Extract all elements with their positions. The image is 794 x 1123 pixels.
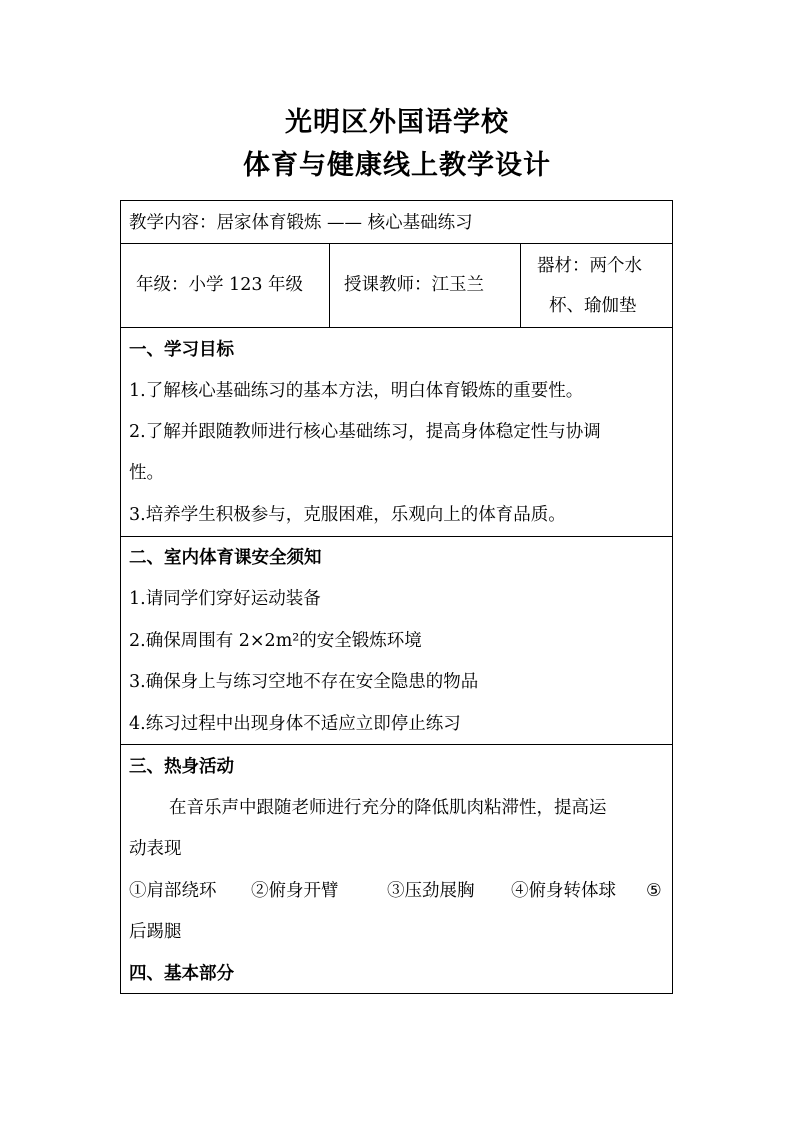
list-item: 2.了解并跟随教师进行核心基础练习，提高身体稳定性与协调 [129, 422, 601, 442]
table-divider [121, 536, 672, 537]
list-item: 3.培养学生积极参与，克服困难，乐观向上的体育品质。 [129, 505, 566, 525]
table-divider [121, 243, 672, 244]
grade-cell: 年级：小学 123 年级 [136, 275, 304, 295]
section-heading: 二、室内体育课安全须知 [129, 548, 322, 568]
equipment-line-1: 器材：两个水 [537, 256, 642, 276]
paragraph-line: 在音乐声中跟随老师进行充分的降低肌肉粘滞性，提高运 [169, 798, 607, 818]
paragraph-line: 动表现 [129, 839, 182, 859]
section-heading: 四、基本部分 [129, 964, 234, 984]
teacher-cell: 授课教师：江玉兰 [344, 275, 484, 295]
warmup-move: ①肩部绕环 [129, 881, 217, 901]
section-heading: 三、热身活动 [129, 757, 234, 777]
lesson-plan-table [120, 200, 673, 994]
warmup-move: ②俯身开臂 [251, 881, 339, 901]
list-item: 1.请同学们穿好运动装备 [129, 589, 321, 609]
table-divider [121, 327, 672, 328]
table-divider [121, 744, 672, 745]
list-item: 2.确保周围有 2×2m²的安全锻炼环境 [129, 631, 422, 651]
list-item: 3.确保身上与练习空地不存在安全隐患的物品 [129, 672, 479, 692]
table-divider [329, 243, 330, 327]
warmup-move: ④俯身转体球 [511, 881, 616, 901]
school-name: 光明区外国语学校 [285, 107, 509, 138]
section-heading: 一、学习目标 [129, 340, 234, 360]
equipment-line-2: 杯、瑜伽垫 [549, 296, 637, 316]
warmup-move: ③压劲展胸 [387, 881, 475, 901]
table-divider [520, 243, 521, 327]
list-item: 1.了解核心基础练习的基本方法，明白体育锻炼的重要性。 [129, 381, 584, 401]
warmup-move: ⑤ [646, 881, 662, 901]
warmup-move: 后踢腿 [129, 922, 182, 942]
document-title: 体育与健康线上教学设计 [243, 150, 551, 181]
list-item: 4.练习过程中出现身体不适应立即停止练习 [129, 714, 461, 734]
content-cell: 教学内容：居家体育锻炼 —— 核心基础练习 [129, 213, 473, 233]
list-item: 性。 [129, 463, 164, 483]
